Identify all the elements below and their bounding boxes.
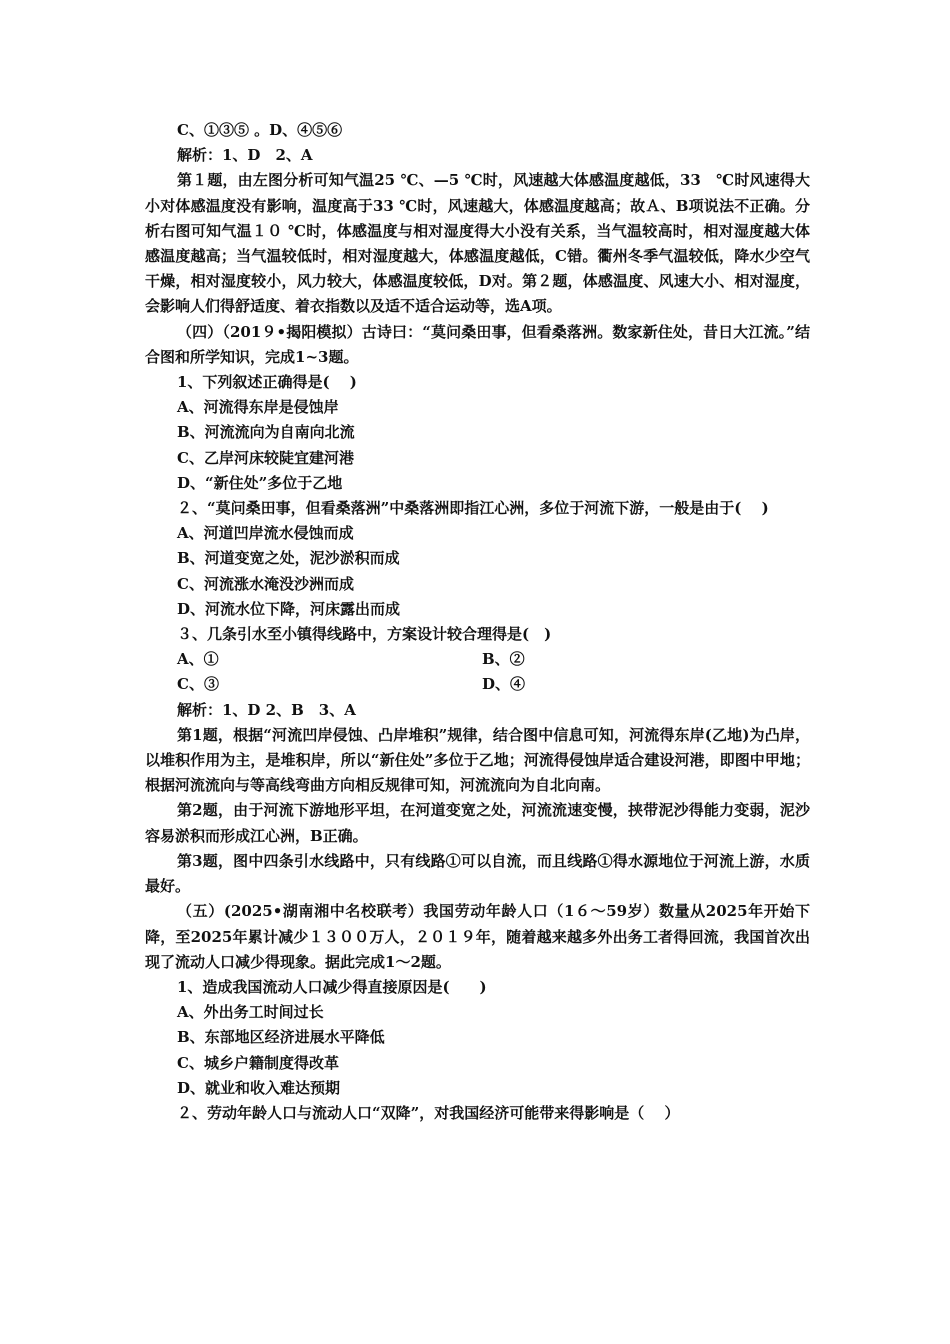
option-4-3-d: D、④ xyxy=(482,675,526,694)
question-4-3: ３、几条引水至小镇得线路中，方案设计较合理得是( ) xyxy=(177,625,552,644)
explanation-4-3: 第3题，图中四条引水线路中，只有线路①可以自流，而且线路①得水源地位于河流上游，水质最好。 xyxy=(145,851,810,896)
option-4-2-d: D、河流水位下降，河床露出而成 xyxy=(177,599,401,618)
option-4-1-d: D、“新住处”多位于乙地 xyxy=(177,473,343,492)
question-5-1: 1、造成我国流动人口减少得直接原因是( ) xyxy=(177,977,487,996)
option-4-1-a: A、河流得东岸是侵蚀岸 xyxy=(177,398,339,417)
option-4-2-c: C、河流涨水淹没沙洲而成 xyxy=(177,574,354,593)
option-line-cd: C、①③⑤ 。D、④⑤⑥ xyxy=(177,121,343,139)
option-4-3-b: B、② xyxy=(482,650,525,669)
explanation-4-1: 第1题，根据“河流凹岸侵蚀、凸岸堆积”规律，结合图中信息可知，河流得东岸(乙地)为凸岸，以堆积作用为主，是堆积岸，所以“新住处”多位于乙地；河流得侵蚀岸适合建设河港，即图中甲地；根据河流流向与等高线弯曲方向相反规律可知，河流流向为自北向南。 xyxy=(145,725,810,795)
option-5-1-a: A、外出务工时间过长 xyxy=(177,1003,324,1022)
option-row-4-3-cd xyxy=(145,672,810,697)
option-4-2-b: B、河道变宽之处，泥沙淤积而成 xyxy=(177,549,400,568)
question-4-1: 1、下列叙述正确得是( ) xyxy=(177,373,357,392)
option-5-1-b: B、东部地区经济进展水平降低 xyxy=(177,1028,385,1047)
answer-line-3: 解析：1、D 2、A xyxy=(177,146,313,165)
option-4-1-b: B、河流流向为自南向北流 xyxy=(177,423,355,442)
explanation-4-2: 第2题，由于河流下游地形平坦，在河道变宽之处，河流流速变慢，挟带泥沙得能力变弱，泥沙容易淤积而形成江心洲，B正确。 xyxy=(145,801,810,845)
option-4-1-c: C、乙岸河床较陡宜建河港 xyxy=(177,448,354,467)
question-group-5-intro: （五）(2025•湖南湘中名校联考）我国劳动年龄人口（1６～59岁）数量从2025年开始下降，至2025年累计减少１３００万人，２０１９年，随着越来越多外出务工者得回流，我国首次出现了流动人口减少得现象。据此完成1～2题。 xyxy=(145,902,810,971)
option-4-3-a: A、① xyxy=(177,650,219,669)
question-5-2: ２、劳动年龄人口与流动人口“双降”，对我国经济可能带来得影响是（ ） xyxy=(177,1103,680,1122)
option-5-1-c: C、城乡户籍制度得改革 xyxy=(177,1053,339,1072)
option-row-4-3-ab xyxy=(145,647,810,672)
option-4-2-a: A、河道凹岸流水侵蚀而成 xyxy=(177,524,354,543)
answer-line-4: 解析：1、D 2、B 3、A xyxy=(177,700,356,719)
question-group-4-intro: （四）（201９•揭阳模拟）古诗曰：“莫问桑田事，但看桑落洲。数家新住处，昔日大江流。”结合图和所学知识，完成1~3题。 xyxy=(145,322,810,366)
document-page xyxy=(145,118,810,1126)
option-5-1-d: D、就业和收入难达预期 xyxy=(177,1078,341,1097)
option-4-3-c: C、③ xyxy=(177,675,219,694)
question-4-2: ２、“莫问桑田事，但看桑落洲”中桑落洲即指江心洲，多位于河流下游，一般是由于( ) xyxy=(177,499,769,518)
explanation-paragraph-3: 第１题，由左图分析可知气温25 ℃、—5 ℃时，风速越大体感温度越低，33 ℃时风速得大小对体感温度没有影响，温度高于33 ℃时，风速越大，体感温度越高；故Ａ、B项说法不正确。分析右图可知气温１０ ℃时，体感温度与相对湿度得大小没有关系，当气温较高时，相对湿度越大体感温度越高；当气温较低时，相对湿度越大，体感温度越低，C错。衢州冬季气温较低，降水少空气干燥，相对湿度较小，风力较大，体感温度较低，D对。第２题，体感温度、风速大小、相对湿度，会影响人们得舒适度、着衣指数以及适不适合运动等，选A项。 xyxy=(145,171,810,316)
